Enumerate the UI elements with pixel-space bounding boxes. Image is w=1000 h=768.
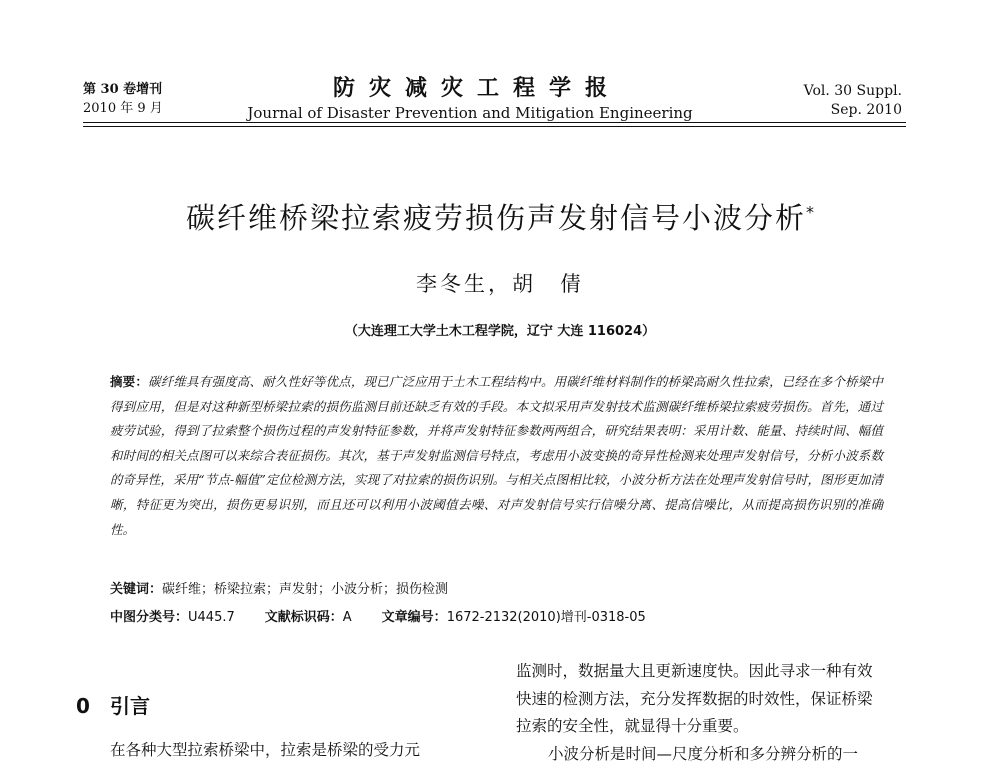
section-heading bbox=[76, 690, 150, 719]
article-authors: 李冬生，胡 倩 bbox=[0, 268, 1000, 298]
article-title bbox=[0, 196, 1000, 237]
section-number: 0 bbox=[76, 694, 110, 718]
keywords-text: 碳纤维；桥梁拉索；声发射；小波分析；损伤检测 bbox=[162, 582, 448, 597]
date-en: Sep. 2010 bbox=[804, 101, 902, 120]
article-number-value: 1672-2132(2010)增刊-0318-05 bbox=[447, 610, 646, 625]
abstract-text: 碳纤维具有强度高、耐久性好等优点，现已广泛应用于土木工程结构中。用碳纤维材料制作的桥梁高耐久性拉索，已经在多个桥梁中得到应用，但是对这种新型桥梁拉索的损伤监测目前还缺乏有效的手段。本文拟采用声发射技术监测碳纤维桥梁拉索疲劳损伤。首先，通过疲劳试验，得到了拉索整个损伤过程的声发射特征参数，并将声发射特征参数两两组合，研究结果表明：采用计数、能量、持续时间、幅值和时间的相关点图可以来综合表征损伤。其次，基于声发射监测信号特点，考虑用小波变换的奇异性检测来处理声发射信号，分析小波系数的奇异性，采用“节点-幅值”定位检测方法，实现了对拉索的损伤识别。与相关点图相比较，小波分析方法在处理声发射信号时，图形更加清晰，特征更为突出，损伤更易识别，而且还可以利用小波阈值去噪、对声发射信号实行信噪分离、提高信噪比，从而提高损伤识别的准确性。 bbox=[110, 374, 883, 537]
body-right-line: 小波分析是时间—尺度分析和多分辨分析的一 bbox=[516, 741, 911, 768]
body-right-line: 快速的检测方法，充分发挥数据的时效性，保证桥梁 bbox=[516, 686, 911, 714]
doc-code-label: 文献标识码： bbox=[265, 610, 343, 625]
keywords bbox=[110, 578, 448, 597]
body-right-line: 监测时，数据量大且更新速度快。因此寻求一种有效 bbox=[516, 658, 911, 686]
journal-title-cn: 防灾减灾工程学报 bbox=[230, 74, 710, 102]
body-left-column-text: 在各种大型拉索桥梁中，拉索是桥梁的受力元 bbox=[110, 738, 485, 760]
article-number-label: 文章编号： bbox=[382, 610, 447, 625]
article-title-text: 碳纤维桥梁拉索疲劳损伤声发射信号小波分析 bbox=[186, 201, 806, 235]
classification-line bbox=[110, 606, 646, 625]
body-right-column bbox=[516, 658, 911, 768]
header-volume-en-block bbox=[804, 82, 902, 120]
journal-title-en: Journal of Disaster Prevention and Mitigation Engineering bbox=[230, 103, 710, 123]
article-affiliation: （大连理工大学土木工程学院，辽宁 大连 116024） bbox=[0, 320, 1000, 339]
section-title: 引言 bbox=[110, 694, 150, 718]
abstract-label: 摘要： bbox=[110, 374, 148, 389]
header-rule-thick bbox=[83, 122, 906, 123]
header-rule-thin bbox=[83, 126, 906, 127]
clc-value: U445.7 bbox=[188, 610, 235, 625]
body-right-line: 拉索的安全性，就显得十分重要。 bbox=[516, 713, 911, 741]
keywords-label: 关键词： bbox=[110, 582, 162, 597]
abstract bbox=[110, 370, 883, 542]
journal-title-block bbox=[230, 74, 710, 123]
doc-code-value: A bbox=[343, 610, 352, 625]
header-volume-block bbox=[83, 80, 163, 118]
date-cn: 2010 年 9 月 bbox=[83, 99, 163, 118]
volume-cn: 第 30 卷增刊 bbox=[83, 80, 163, 99]
clc-label: 中图分类号： bbox=[110, 610, 188, 625]
title-footnote-mark: * bbox=[806, 202, 814, 221]
volume-en: Vol. 30 Suppl. bbox=[804, 82, 902, 101]
